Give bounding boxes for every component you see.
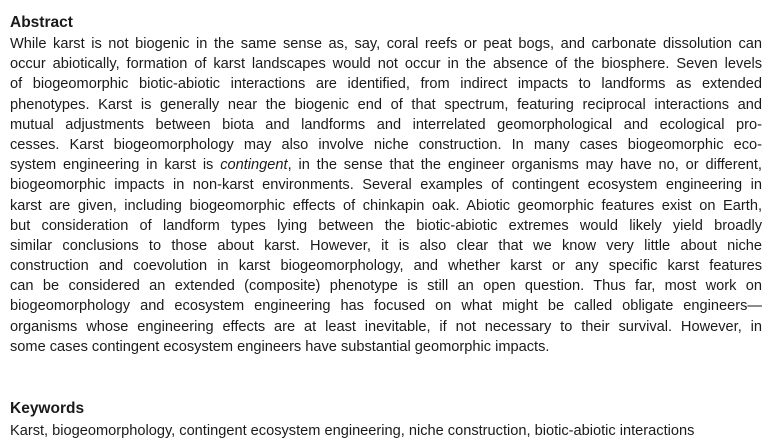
abstract-line: cesses. Karst biogeomorphology may also involve niche construction. In many cases biogeomorphic eco- — [10, 136, 762, 153]
emphasis-contingent: contingent — [220, 157, 288, 174]
abstract-line: can be considered an extended (composite) phenotype is still an open question. Thus far, most work on — [10, 278, 762, 295]
abstract-heading: Abstract — [10, 14, 73, 31]
abstract-line — [10, 155, 762, 175]
abstract-line: While karst is not biogenic in the same sense as, say, coral reefs or peat bogs, and carbonate dissolution can — [10, 36, 762, 52]
abstract-line: biogeomorphic impacts in non-karst environments. Several examples of contingent ecosystem engineering in — [10, 177, 762, 194]
keywords-heading: Keywords — [10, 400, 85, 417]
abstract-line: karst are given, including biogeomorphic effects of chinkapin oak. Abiotic geomorphic features exist on Earth, — [10, 197, 762, 214]
abstract-line: construction and coevolution in karst biogeomorphology, and whether karst or any specific karst features — [10, 258, 762, 275]
abstract-line-segment: system engineering in karst is — [10, 157, 221, 174]
abstract-body — [10, 34, 762, 357]
abstract-line: of biogeomorphic biotic-abiotic interactions are identified, from indirect impacts to landforms as extended — [10, 76, 762, 93]
abstract-line: occur abiotically, formation of karst landscapes would not occur in the absence of the biosphere. Seven levels — [10, 56, 762, 73]
abstract-line: organisms whose engineering effects are at least inevitable, if not necessary to their survival. However, in — [10, 318, 762, 335]
abstract-line: some cases contingent ecosystem engineers have substantial geomorphic impacts. — [10, 338, 550, 355]
abstract-line-segment: , in the sense that the engineer organisms may have no, or different, — [287, 157, 762, 174]
keywords-text: Karst, biogeomorphology, contingent ecosystem engineering, niche construction, biotic-abiotic interactions — [10, 423, 695, 439]
abstract-line: biogeomorphology and ecosystem engineering has focused on what might be called obligate engineers— — [10, 298, 762, 315]
abstract-line: mutual adjustments between biota and landforms and interrelated geomorphological and ecological pro- — [10, 116, 762, 133]
abstract-line: phenotypes. Karst is generally near the biogenic end of that spectrum, featuring reciprocal interactions and — [10, 96, 762, 113]
abstract-line: but consideration of landform types lying between the biotic-abiotic extremes would likely yield broadly — [10, 217, 762, 234]
abstract-line: similar conclusions to those about karst. However, it is also clear that we know very little about niche — [10, 237, 762, 254]
